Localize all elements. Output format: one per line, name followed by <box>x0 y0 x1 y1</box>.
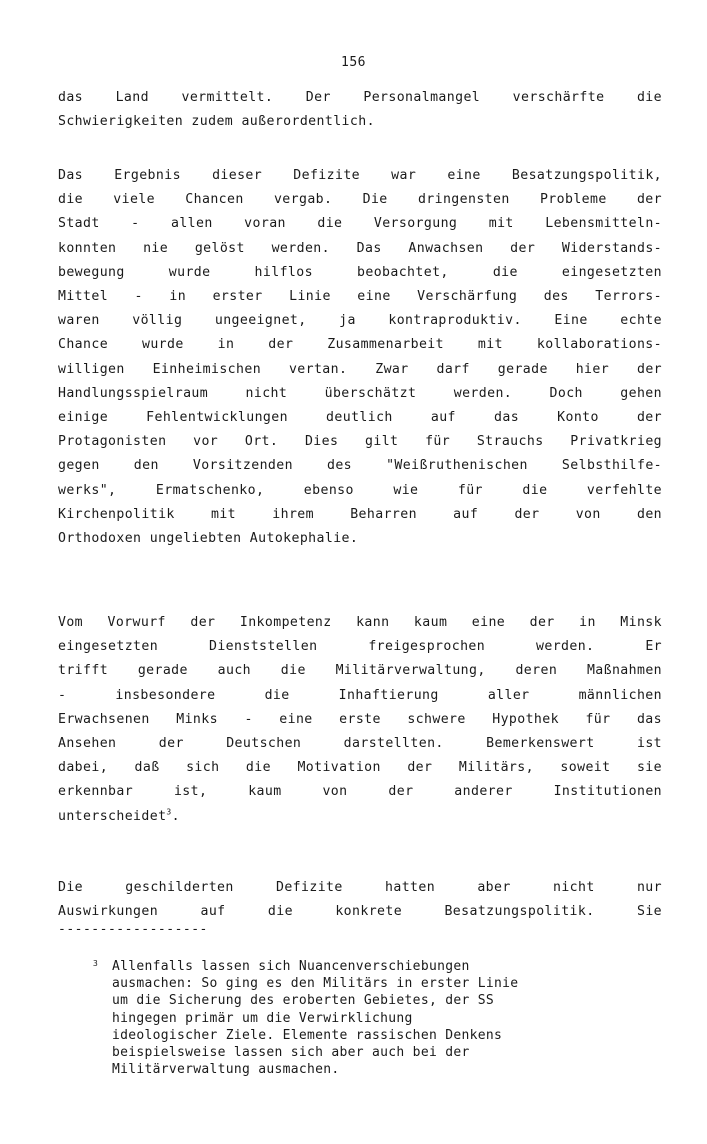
footnote-separator: ------------------ <box>58 922 208 937</box>
text-line: Kirchenpolitik mit ihrem Beharren auf der von den <box>58 506 662 522</box>
footnote-line: Allenfalls lassen sich Nuancenverschiebungen <box>112 959 470 974</box>
text-line: Erwachsenen Minks - eine erste schwere Hypothek für das <box>58 711 662 727</box>
text-line: Protagonisten vor Ort. Dies gilt für Strauchs Privatkrieg <box>58 434 662 450</box>
footnote-line: um die Sicherung des eroberten Gebietes, der SS <box>112 993 494 1009</box>
text-line: willigen Einheimischen vertan. Zwar darf gerade hier der <box>58 361 662 377</box>
footnote-marker: 3 <box>93 959 99 968</box>
text-line: einige Fehlentwicklungen deutlich auf das Konto der <box>58 410 662 426</box>
text-line: Orthodoxen ungeliebten Autokephalie. <box>58 531 359 547</box>
text-line: dabei, daß sich die Motivation der Militärs, soweit sie <box>58 760 662 776</box>
text-line: Stadt - allen voran die Versorgung mit Lebensmitteln- <box>58 216 662 232</box>
text-line: das Land vermittelt. Der Personalmangel verschärfte die <box>58 90 662 105</box>
text-line: Chance wurde in der Zusammenarbeit mit kollaborations- <box>58 337 662 353</box>
text-line: konnten nie gelöst werden. Das Anwachsen der Widerstands- <box>58 240 662 256</box>
footnote-line: hingegen primär um die Verwirklichung <box>112 1010 413 1026</box>
text-line-content: unterscheidet <box>58 808 167 824</box>
text-line: trifft gerade auch die Militärverwaltung, deren Maßnahmen <box>58 663 662 679</box>
text-line: Die geschilderten Defizite hatten aber nicht nur <box>58 880 662 895</box>
paragraph-1 <box>58 86 662 134</box>
text-line: eingesetzten Dienststellen freigesprochen werden. Er <box>58 639 662 655</box>
text-line: - insbesondere die Inhaftierung aller männlichen <box>58 687 662 703</box>
paragraph-2 <box>58 164 662 551</box>
paragraph-4 <box>58 876 662 924</box>
footnote <box>93 958 672 1078</box>
footnote-line: beispielsweise lassen sich aber auch bei der <box>112 1045 470 1061</box>
text-line: Mittel - in erster Linie eine Verschärfung des Terrors- <box>58 289 662 305</box>
text-line: Vom Vorwurf der Inkompetenz kann kaum eine der in Minsk <box>58 615 662 630</box>
text-line-end: . <box>171 808 180 824</box>
text-line: gegen den Vorsitzenden des "Weißruthenischen Selbsthilfe- <box>58 458 662 474</box>
text-line: Handlungsspielraum nicht überschätzt werden. Doch gehen <box>58 385 662 401</box>
footnote-line: ideologischer Ziele. Elemente rassischen Denkens <box>112 1027 503 1043</box>
text-line: Das Ergebnis dieser Defizite war eine Besatzungspolitik, <box>58 168 662 183</box>
text-line <box>58 805 662 829</box>
paragraph-3 <box>58 611 662 829</box>
text-line: waren völlig ungeeignet, ja kontraproduktiv. Eine echte <box>58 313 662 329</box>
footnote-line: ausmachen: So ging es den Militärs in erster Linie <box>112 976 519 992</box>
footnote-reference[interactable]: 3 <box>166 807 172 817</box>
text-line: erkennbar ist, kaum von der anderer Institutionen <box>58 784 662 800</box>
text-line: Ansehen der Deutschen darstellten. Bemerkenswert ist <box>58 736 662 752</box>
text-line: Schwierigkeiten zudem außerordentlich. <box>58 114 375 130</box>
text-line: bewegung wurde hilflos beobachtet, die eingesetzten <box>58 264 662 280</box>
footnote-line: Militärverwaltung ausmachen. <box>112 1062 340 1078</box>
text-line: Auswirkungen auf die konkrete Besatzungspolitik. Sie <box>58 904 662 920</box>
text-line: die viele Chancen vergab. Die dringensten Probleme der <box>58 192 662 208</box>
text-line: werks", Ermatschenko, ebenso wie für die verfehlte <box>58 482 662 498</box>
page-number: 156 <box>341 55 366 70</box>
